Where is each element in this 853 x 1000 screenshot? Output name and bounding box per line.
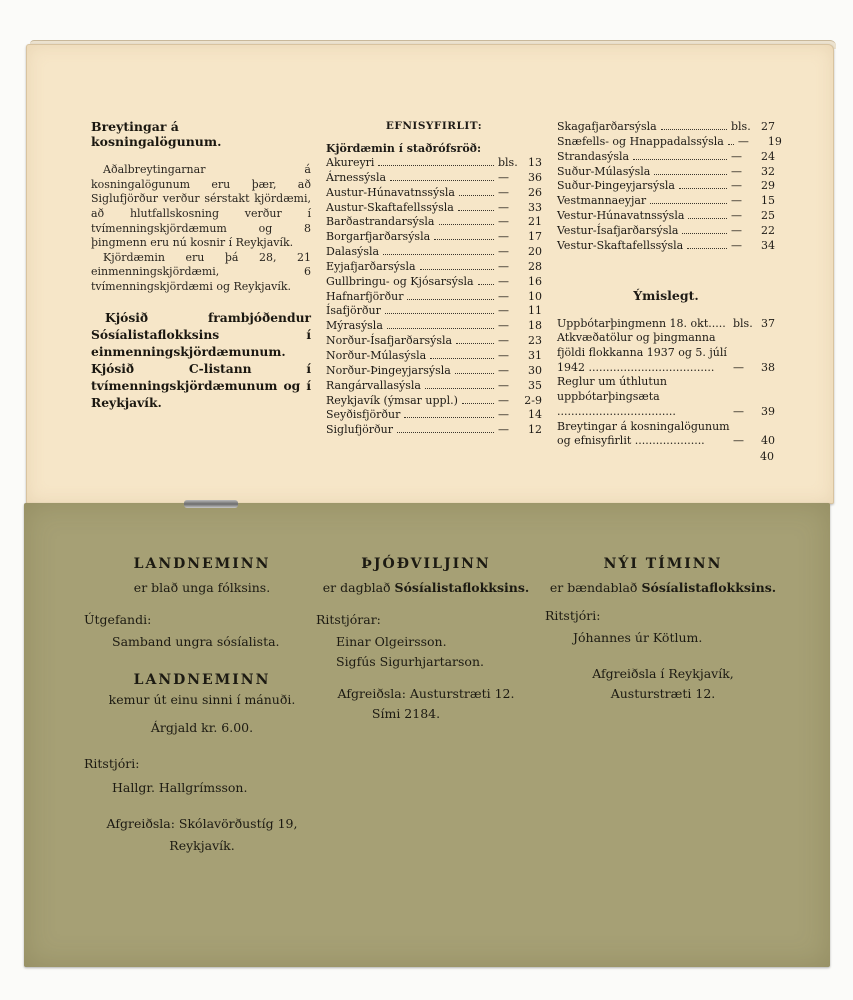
entry-page-number: 15 <box>761 194 775 208</box>
entry-name: Vestur-Ísafjarðarsýsla <box>557 223 679 237</box>
nyi-timinn-tagline-party: Sósíalistaflokksins. <box>641 580 777 595</box>
entry-page-number: 35 <box>528 378 542 392</box>
entry-name: Reglur um úthlutun uppbótarþingsæta .................................. <box>557 375 676 418</box>
entry-name: Eyjafjarðarsýsla <box>326 259 416 273</box>
dot-leader <box>687 248 727 249</box>
contents-entry <box>557 420 775 449</box>
dot-leader <box>385 313 494 314</box>
entry-name: Austur-Húnavatnssýsla <box>326 185 455 199</box>
entry-page-number: 14 <box>528 408 542 422</box>
entry-page-label: — <box>737 134 749 148</box>
entry-page-label: bls. <box>731 120 751 133</box>
entry-name: Vestur-Skaftafellssýsla <box>557 238 684 252</box>
contents-entry <box>326 394 542 409</box>
entry-page-label: — <box>731 149 742 163</box>
staple <box>184 500 238 508</box>
thjodviljinn-editor-2: Sigfús Sigurhjartarson. <box>336 654 484 669</box>
entry-name: Siglufjörður <box>326 423 394 437</box>
entry-page-number: 24 <box>761 149 775 163</box>
entry-page-label: — <box>731 238 742 252</box>
thjodviljinn-tagline-party: Sósíalistaflokksins. <box>394 580 530 595</box>
dot-leader <box>458 210 494 211</box>
dot-leader <box>455 373 494 374</box>
publisher-label: Útgefandi: <box>84 612 152 627</box>
landneminn-office: Afgreiðsla: Skólavörðustíg 19, <box>106 816 298 831</box>
entry-page-label: — <box>498 304 509 318</box>
entry-name: Snæfells- og Hnappadalssýsla <box>557 134 724 148</box>
entry-page-label: — <box>498 170 509 184</box>
entry-page-number: 33 <box>528 200 542 214</box>
entry-name: Seyðisfjörður <box>326 408 401 422</box>
thjodviljinn-tagline <box>308 579 544 597</box>
contents-entry <box>326 349 542 364</box>
election-law-paragraph-2: Kjördæmin eru þá 28, 21 einmenningskjördæmi, 6 tvímenningskjördæmi og Reykjavík. <box>91 250 311 293</box>
entry-page-number: 2-9 <box>524 393 542 407</box>
landneminn-tagline: er blað unga fólksins. <box>133 580 271 595</box>
entry-page-label: — <box>733 434 744 448</box>
nyi-timinn-tagline <box>545 579 781 597</box>
dot-leader <box>383 254 494 255</box>
entry-page-label: — <box>733 404 744 418</box>
entry-page-label: — <box>498 363 509 377</box>
entry-name: Vestmannaeyjar <box>557 194 647 208</box>
entry-name: Vestur-Húnavatnssýsla <box>557 209 685 223</box>
entry-page-number: 12 <box>528 423 542 437</box>
contents-entry <box>326 290 542 305</box>
dot-leader <box>434 239 494 240</box>
contents-entry <box>557 120 775 135</box>
contents-entry <box>326 319 542 334</box>
entry-name: Skagafjarðarsýsla <box>557 120 657 133</box>
dot-leader <box>679 188 727 189</box>
entry-page-number: 26 <box>528 185 542 199</box>
dot-leader <box>390 180 494 181</box>
entry-page-number: 39 <box>761 404 775 418</box>
contents-entry <box>326 260 542 275</box>
nyi-timinn-office: Afgreiðsla í Reykjavík, <box>592 666 734 681</box>
nyi-timinn-block <box>545 555 781 703</box>
entry-page-label: bls. <box>498 156 518 169</box>
contents-entry <box>326 304 542 319</box>
entry-name: Mýrasýsla <box>326 319 383 333</box>
contents-entry <box>557 317 775 332</box>
entry-page-number: 27 <box>761 120 775 133</box>
dot-leader <box>478 284 494 285</box>
landneminn-title: LANDNEMINN <box>133 556 271 572</box>
contents-entry <box>557 165 775 180</box>
thjodviljinn-editor-1: Einar Olgeirsson. <box>336 634 447 649</box>
contents-entry <box>326 186 542 201</box>
dot-leader <box>397 432 494 433</box>
entry-name: Atkvæðatölur og þingmanna fjöldi flokkanna 1937 og 5. júlí 1942 .................................... <box>557 331 727 374</box>
entry-name: Suður-Múlasýsla <box>557 164 651 178</box>
entry-page-number: 21 <box>528 215 542 229</box>
entry-page-number: 13 <box>528 156 542 169</box>
entry-page-label: — <box>498 289 509 303</box>
dot-leader <box>430 358 494 359</box>
dot-leader <box>459 195 494 196</box>
entry-name: Rangárvallasýsla <box>326 378 421 392</box>
contents-entry <box>326 201 542 216</box>
entry-page-number: 40 <box>761 434 775 448</box>
dot-leader <box>407 299 494 300</box>
election-law-changes-column <box>91 120 311 411</box>
election-law-heading: Breytingar á kosningalögunum. <box>91 119 222 149</box>
entry-name: Suður-Þingeyjarsýsla <box>557 179 675 193</box>
publisher-name: Samband ungra sósíalista. <box>112 634 280 649</box>
entry-page-label: — <box>498 378 509 392</box>
landneminn-title-2: LANDNEMINN <box>133 672 271 688</box>
entry-page-label: — <box>498 200 509 214</box>
contents-entry <box>557 194 775 209</box>
contents-list-continued <box>557 120 782 254</box>
entry-name: Akureyri <box>326 156 375 169</box>
dot-leader <box>728 144 734 145</box>
landneminn-price: Árgjald kr. 6.00. <box>150 720 254 735</box>
contents-entry <box>326 423 542 438</box>
entry-name: Barðastrandarsýsla <box>326 215 435 229</box>
entry-page-label: — <box>498 319 509 333</box>
contents-entry <box>557 134 782 150</box>
thjodviljinn-title: ÞJÓÐVILJINN <box>361 556 491 572</box>
entry-page-number: 25 <box>761 209 775 223</box>
entry-page-label: — <box>498 274 509 288</box>
entry-page-number: 23 <box>528 334 542 348</box>
entry-name: Hafnarfjörður <box>326 289 404 303</box>
entry-page-number: 19 <box>767 134 782 148</box>
contents-continued <box>557 120 782 464</box>
contents-entry <box>326 245 542 260</box>
entry-name: Uppbótarþingmenn 18. okt..... <box>557 316 726 330</box>
dot-leader <box>654 174 727 175</box>
entry-name: Gullbringu- og Kjósarsýsla <box>326 274 474 288</box>
entry-page-label: — <box>731 223 742 237</box>
contents-entry <box>557 224 775 239</box>
misc-list <box>557 317 775 449</box>
entry-page-label: — <box>731 194 742 208</box>
nyi-timinn-editor-label: Ritstjóri: <box>545 608 601 623</box>
entry-page-number: 18 <box>528 319 542 333</box>
misc-title: Ýmislegt. <box>633 287 699 303</box>
entry-page-label: — <box>731 209 742 223</box>
dot-leader <box>633 159 727 160</box>
contents-entry <box>326 408 542 423</box>
dot-leader <box>650 203 727 204</box>
entry-name: Breytingar á kosningalögunum og efnisyfirlit .................... <box>557 419 730 448</box>
entry-page-number: 28 <box>528 259 542 273</box>
entry-page-label: — <box>498 259 509 273</box>
entry-page-label: — <box>498 408 509 422</box>
entry-page-number: 36 <box>528 170 542 184</box>
contents-entry <box>326 379 542 394</box>
entry-page-label: — <box>498 215 509 229</box>
dot-leader <box>682 233 727 234</box>
entry-name: Strandasýsla <box>557 149 630 163</box>
entry-page-number: 34 <box>761 238 775 252</box>
entry-name: Norður-Ísafjarðarsýsla <box>326 334 453 348</box>
entry-page-number: 22 <box>761 223 775 237</box>
entry-page-number: 16 <box>528 274 542 288</box>
entry-page-number: 30 <box>528 363 542 377</box>
nyi-timinn-title: NÝI TÍMINN <box>603 556 723 572</box>
entry-name: Norður-Þingeyjarsýsla <box>326 363 451 377</box>
entry-name: Dalasýsla <box>326 245 380 259</box>
entry-page-number: 29 <box>761 179 775 193</box>
contents-entry <box>557 179 775 194</box>
contents-entry <box>557 331 775 375</box>
table-of-contents <box>326 120 542 438</box>
vote-appeal: Kjósið frambjóðendur Sósíalistaflokksins í einmenningskjördæmunum. Kjósið C-listann í tvímenningskjördæmunum og í Reykjavík. <box>91 309 311 410</box>
entry-page-label: — <box>498 185 509 199</box>
landneminn-editor: Hallgr. Hallgrímsson. <box>112 780 248 795</box>
entry-name: Ísafjörður <box>326 304 381 318</box>
entry-page-label: — <box>731 164 742 178</box>
entry-name: Austur-Skaftafellssýsla <box>326 200 454 214</box>
contents-title: EFNISYFIRLIT: <box>385 120 483 132</box>
dot-leader <box>661 129 727 130</box>
dot-leader <box>378 165 494 166</box>
dot-leader <box>688 218 727 219</box>
contents-entry <box>326 334 542 349</box>
dot-leader <box>439 224 495 225</box>
contents-entry <box>326 215 542 230</box>
entry-name: Árnessýsla <box>326 170 387 184</box>
entry-page-label: bls. <box>733 316 753 330</box>
thjodviljinn-tagline-prefix: er dagblað <box>322 580 391 595</box>
contents-subtitle: Kjördæmin í staðrófsröð: <box>326 142 482 155</box>
entry-page-label: — <box>498 334 509 348</box>
landneminn-editor-label: Ritstjóri: <box>84 756 140 771</box>
landneminn-frequency: kemur út einu sinni í mánuði. <box>108 692 296 707</box>
thjodviljinn-phone: Sími 2184. <box>371 706 441 721</box>
final-page-number: 40 <box>760 449 774 463</box>
entry-page-label: — <box>498 348 509 362</box>
nyi-timinn-office-2: Austurstræti 12. <box>610 686 716 701</box>
entry-page-number: 37 <box>761 316 775 330</box>
entry-page-label: — <box>498 423 509 437</box>
entry-page-number: 20 <box>528 245 542 259</box>
dot-leader <box>420 269 494 270</box>
thjodviljinn-block <box>308 555 544 723</box>
dot-leader <box>387 328 494 329</box>
entry-page-label: — <box>498 245 509 259</box>
entry-page-number: 17 <box>528 230 542 244</box>
contents-entry <box>326 364 542 379</box>
election-law-paragraph-1: Aðalbreytingarnar á kosningalögunum eru þær, að Siglufjörður verður sérstakt kjördæmi, að hlutfallskosning verður í tvímenningskjördæmum og 8 þingmenn eru nú kosnir í Reykjavík. <box>91 163 311 250</box>
entry-page-label: — <box>731 179 742 193</box>
contents-entry <box>557 239 775 254</box>
nyi-timinn-editor: Jóhannes úr Kötlum. <box>573 630 703 645</box>
contents-entry <box>326 171 542 186</box>
contents-entry <box>326 156 542 171</box>
entry-page-label: — <box>733 360 744 374</box>
nyi-timinn-tagline-prefix: er bændablað <box>549 580 638 595</box>
dot-leader <box>456 343 494 344</box>
entry-page-number: 32 <box>761 164 775 178</box>
dot-leader <box>404 417 494 418</box>
contents-entry <box>326 230 542 245</box>
landneminn-office-city: Reykjavík. <box>169 838 235 853</box>
dot-leader <box>462 403 494 404</box>
entry-page-label: — <box>498 393 509 407</box>
contents-entry <box>326 275 542 290</box>
entry-name: Reykjavík (ýmsar uppl.) <box>326 393 458 407</box>
entry-page-label: — <box>498 230 509 244</box>
dot-leader <box>425 388 494 389</box>
contents-list <box>326 156 542 438</box>
thjodviljinn-office: Afgreiðsla: Austurstræti 12. <box>337 686 515 701</box>
contents-entry <box>557 150 775 165</box>
entry-page-number: 11 <box>528 304 542 318</box>
entry-page-number: 10 <box>528 289 542 303</box>
contents-entry <box>557 209 775 224</box>
thjodviljinn-editors-label: Ritstjórar: <box>316 612 381 627</box>
entry-name: Borgarfjarðarsýsla <box>326 230 431 244</box>
entry-page-number: 31 <box>528 348 542 362</box>
contents-entry <box>557 375 775 419</box>
entry-name: Norður-Múlasýsla <box>326 348 427 362</box>
entry-page-number: 38 <box>761 360 775 374</box>
